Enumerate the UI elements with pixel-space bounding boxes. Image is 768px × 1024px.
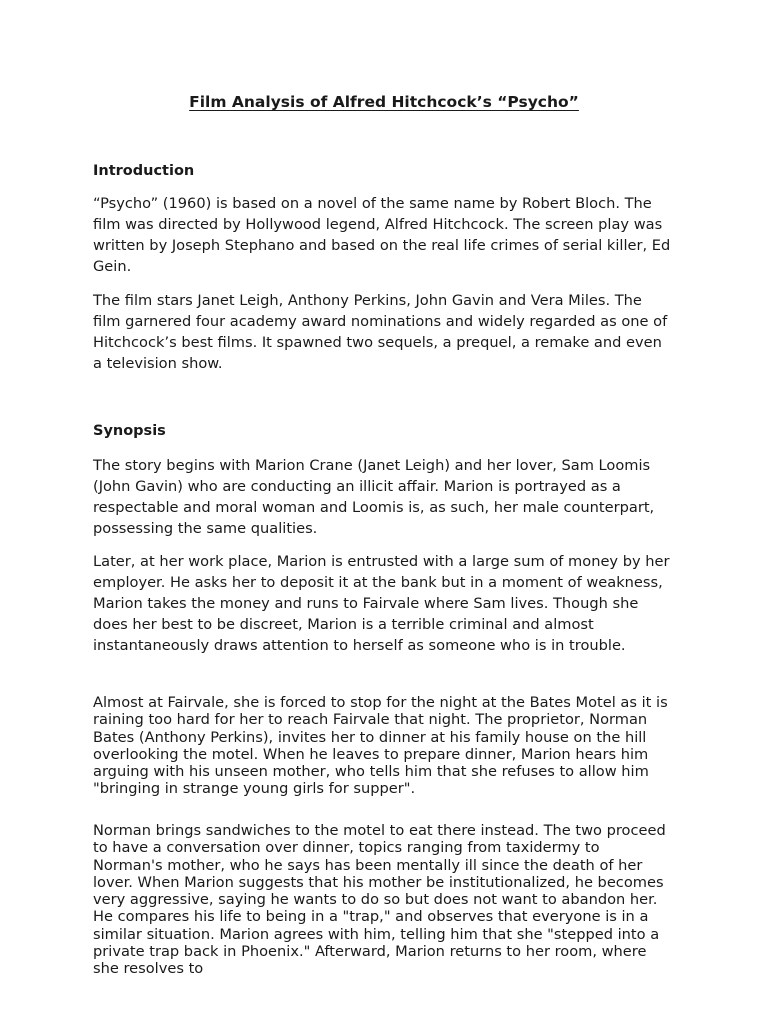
paragraph: “Psycho” (1960) is based on a novel of the same name by Robert Bloch. The film was directed by Hollywood legend, Alfred Hitchcock. The screen play was written by Joseph Stephano and based on the real life crimes of serial killer, Ed Gein. <box>93 195 671 275</box>
paragraph: Norman brings sandwiches to the motel to eat there instead. The two proceed to have a conversation over dinner, topics ranging from taxidermy to Norman's mother, who he says has been mentally ill since the death of her lover. When Marion suggests that his mother be institutionalized, he becomes very aggressive, saying he wants to do so but does not want to abandon her. He compares his life to being in a "trap," and observes that everyone is in a similar situation. Marion agrees with him, telling him that she "stepped into a private trap back in Phoenix." Afterward, Marion returns to her room, where she resolves to <box>93 822 666 978</box>
section-heading-synopsis: Synopsis <box>93 423 166 439</box>
paragraph: The film stars Janet Leigh, Anthony Perkins, John Gavin and Vera Miles. The film garnered four academy award nominations and widely regarded as one of Hitchcock’s best films. It spawned two sequels, a prequel, a remake and even a television show. <box>93 292 668 372</box>
paragraph: Almost at Fairvale, she is forced to stop for the night at the Bates Motel as it is raining too hard for her to reach Fairvale that night. The proprietor, Norman Bates (Anthony Perkins), invites her to dinner at his family house on the hill overlooking the motel. When he leaves to prepare dinner, Marion hears him arguing with his unseen mother, who tells him that she refuses to allow him "bringing in strange young girls for supper". <box>93 694 668 798</box>
paragraph: The story begins with Marion Crane (Janet Leigh) and her lover, Sam Loomis (John Gavin) who are conducting an illicit affair. Marion is portrayed as a respectable and moral woman and Loomis is, as such, her male counterpart, possessing the same qualities. <box>93 457 655 537</box>
paragraph: Later, at her work place, Marion is entrusted with a large sum of money by her employer. He asks her to deposit it at the bank but in a moment of weakness, Marion takes the money and runs to Fairvale where Sam lives. Though she does her best to be discreet, Marion is a terrible criminal and almost instantaneously draws attention to herself as someone who is in trouble. <box>93 553 670 654</box>
section-heading-introduction: Introduction <box>93 163 195 179</box>
document-title: Film Analysis of Alfred Hitchcock’s “Psycho” <box>189 93 579 111</box>
